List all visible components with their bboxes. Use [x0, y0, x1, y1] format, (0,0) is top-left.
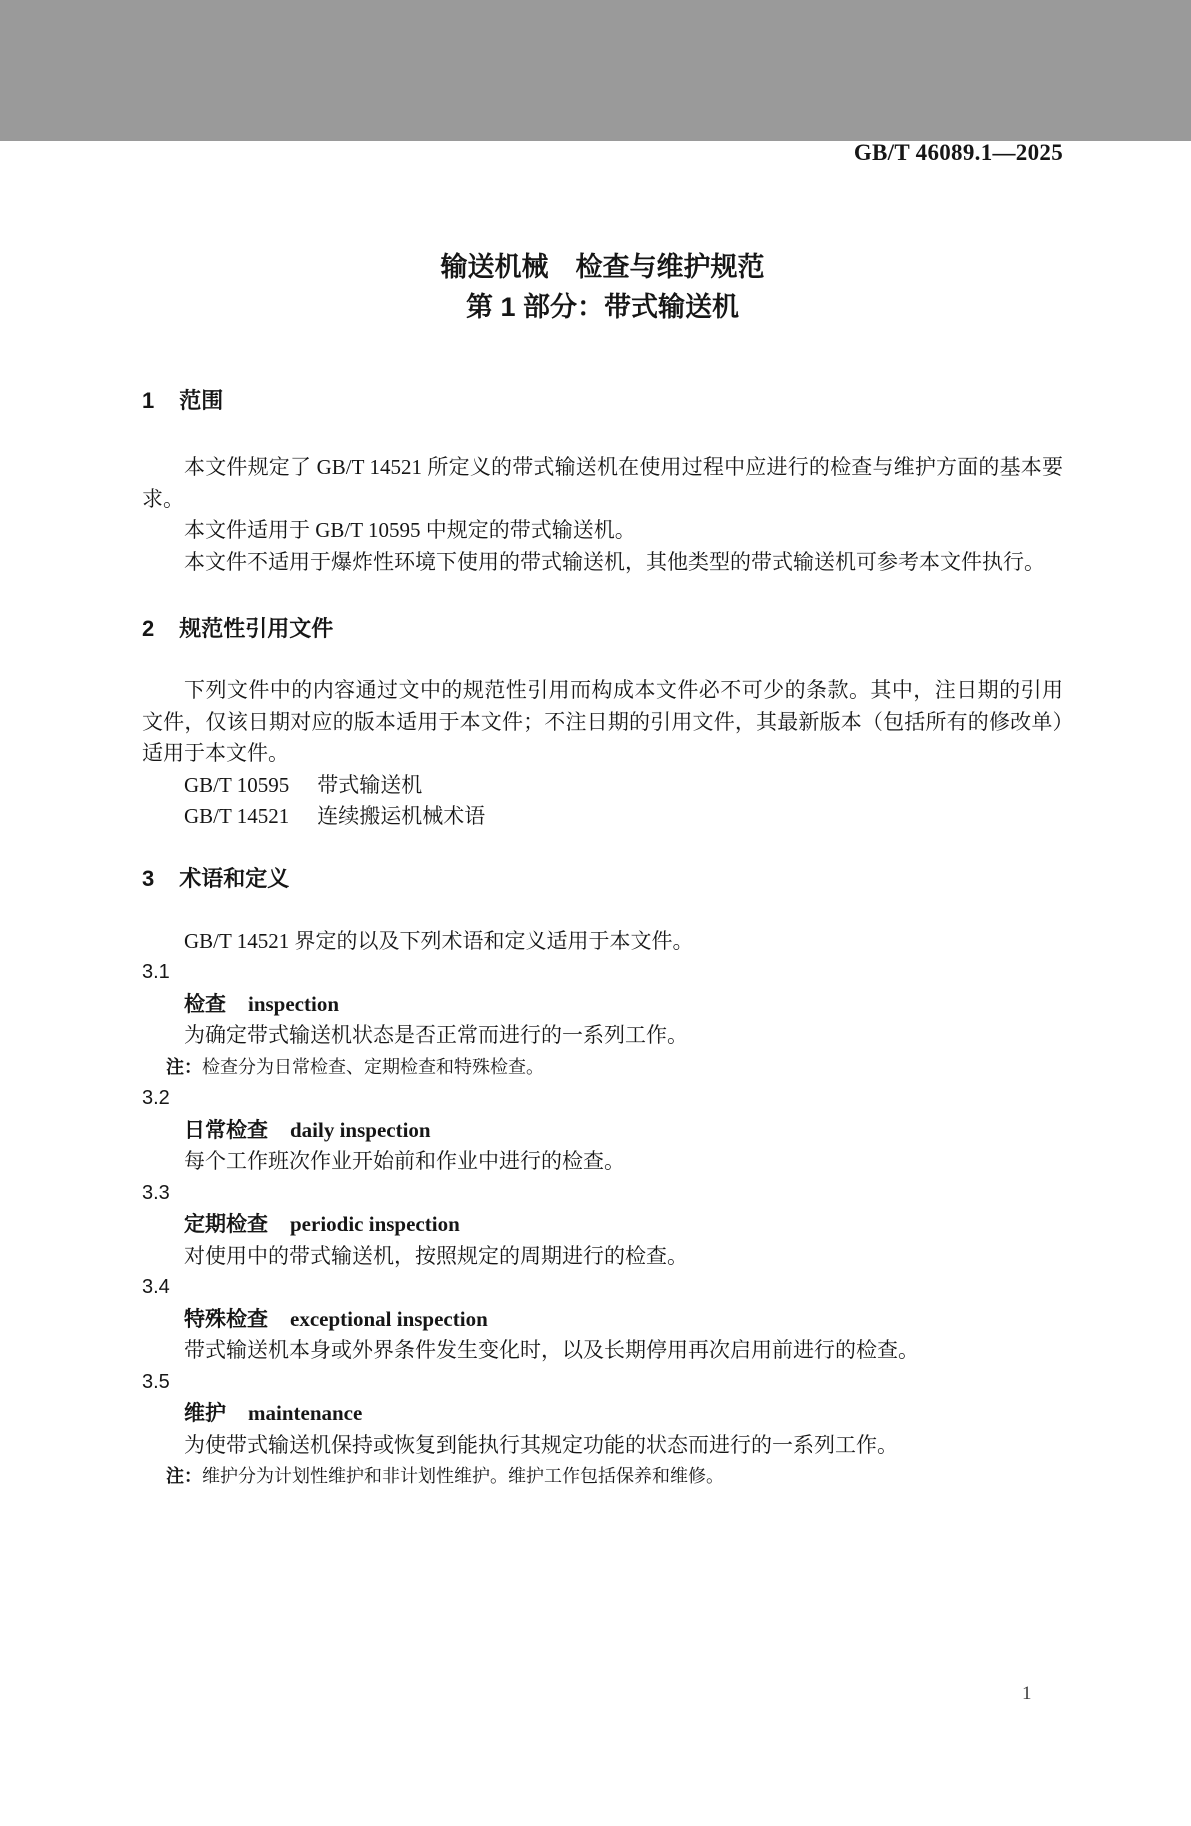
term-number: 3.5	[142, 1370, 170, 1393]
term-name-en: inspection	[248, 991, 340, 1016]
term-definition: 为确定带式输送机状态是否正常而进行的一系列工作。	[184, 1023, 688, 1047]
term-name-zh: 检查	[184, 992, 226, 1016]
term-definition: 带式输送机本身或外界条件发生变化时，以及长期停用再次启用前进行的检查。	[184, 1338, 919, 1362]
term-number: 3.2	[142, 1087, 170, 1109]
section-heading-normative-references	[142, 616, 1063, 642]
term-number: 3.4	[142, 1276, 170, 1298]
page-number: 1	[1022, 1683, 1032, 1704]
note-label: 注：	[166, 1056, 202, 1077]
section-number: 3	[142, 865, 155, 891]
term-name	[142, 1115, 1063, 1147]
note-text: 检查分为日常检查、定期检查和特殊检查。	[202, 1056, 544, 1077]
section-heading-scope	[142, 388, 1063, 414]
term-definition: 每个工作班次作业开始前和作业中进行的检查。	[184, 1149, 625, 1173]
term-name-zh: 特殊检查	[184, 1307, 268, 1331]
term-definition: 为使带式输送机保持或恢复到能执行其规定功能的状态而进行的一系列工作。	[184, 1432, 898, 1457]
title-line-2: 第 1 部分：带式输送机	[465, 292, 740, 322]
term-name-zh: 维护	[184, 1402, 226, 1425]
scope-paragraph: 本文件适用于 GB/T 10595 中规定的带式输送机。	[184, 518, 636, 542]
section-title: 规范性引用文件	[179, 616, 334, 641]
document-page	[0, 141, 1191, 1826]
term-name	[142, 1304, 1063, 1336]
term-note	[142, 1461, 1063, 1493]
term-note	[142, 1052, 1063, 1084]
term-name-zh: 日常检查	[184, 1118, 268, 1142]
reference-code: GB/T 10595	[184, 772, 290, 797]
section-heading-terms	[142, 866, 1063, 892]
note-text: 维护分为计划性维护和非计划性维护。维护工作包括保养和维修。	[202, 1466, 724, 1486]
document-title	[142, 247, 1063, 327]
term-definition: 对使用中的带式输送机，按照规定的周期进行的检查。	[184, 1243, 688, 1268]
term-name-en: periodic inspection	[290, 1212, 460, 1236]
standard-code: GB/T 46089.1—2025	[853, 140, 1063, 165]
section-title: 术语和定义	[179, 865, 290, 891]
term-number: 3.1	[142, 961, 170, 983]
section-number: 2	[142, 616, 155, 641]
section-title: 范围	[179, 388, 224, 413]
normative-references-paragraph: 下列文件中的内容通过文中的规范性引用而构成本文件必不可少的条款。其中，注日期的引用文件，仅该日期对应的版本适用于本文件；不注日期的引用文件，其最新版本（包括所有的修改单）适用于本文件。	[142, 678, 1063, 765]
term-name	[142, 1209, 1063, 1241]
term-name-en: exceptional inspection	[290, 1306, 488, 1331]
reference-item	[142, 801, 1063, 833]
scope-paragraph: 本文件规定了 GB/T 14521 所定义的带式输送机在使用过程中应进行的检查与维护方面的基本要求。	[142, 455, 1063, 511]
reference-title: 连续搬运机械术语	[317, 804, 486, 828]
term-number: 3.3	[142, 1181, 170, 1204]
title-line-1: 输送机械 检查与维护规范	[440, 252, 765, 282]
note-label: 注：	[166, 1466, 202, 1486]
term-name-en: daily inspection	[290, 1117, 431, 1142]
reference-item	[142, 770, 1063, 802]
term-name-en: maintenance	[248, 1401, 363, 1425]
scope-paragraph: 本文件不适用于爆炸性环境下使用的带式输送机，其他类型的带式输送机可参考本文件执行。	[184, 549, 1045, 574]
term-name	[142, 1398, 1063, 1430]
section-number: 1	[142, 388, 155, 413]
term-name	[142, 989, 1063, 1021]
terms-intro: GB/T 14521 界定的以及下列术语和定义适用于本文件。	[184, 928, 694, 953]
reference-code: GB/T 14521	[184, 804, 290, 828]
term-name-zh: 定期检查	[184, 1213, 268, 1236]
reference-title: 带式输送机	[317, 772, 423, 797]
